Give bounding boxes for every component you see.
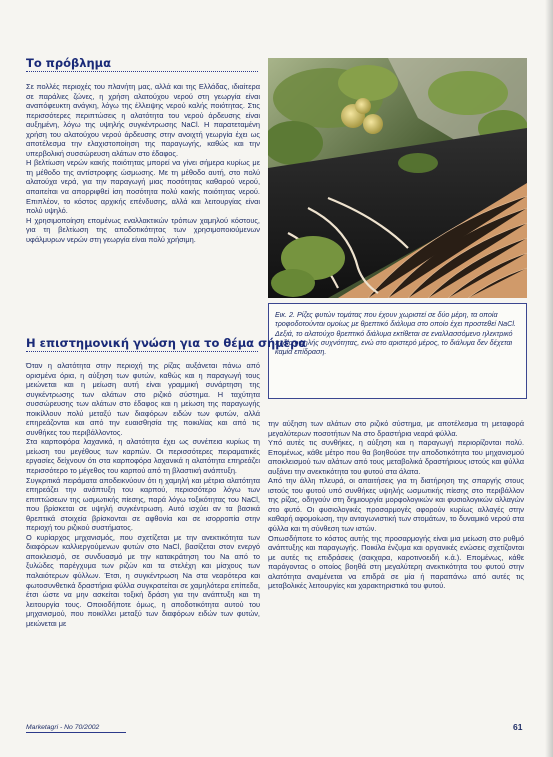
paragraph: Οπωσδήποτε το κόστος αυτής της προσαρμογής είναι μια μείωση στο ρυθμό ανάπτυξης και παραγωγής. Ποικίλα ένζυμα και οργανικές ενώσεις σχετίζονται με αυτές τις επιδράσεις (σακχαρα, καροτινοειδή κ.ά.). Επομένως, κάθε παράγοντας ο οποίος βοηθά στη μεγαλύτερη ανεκτικότητα του φυτού στην αλατότητα αναμένεται να επιδρά σε μία ή παραπάνω από αυτές τις μεταβολικές λειτουργίες και χαρακτηριστικά του φυτού. xyxy=(268,533,524,591)
heading-underline xyxy=(26,351,258,352)
paragraph: την αύξηση των αλάτων στο ριζικό σύστημα, με αποτέλεσμα τη μεταφορά μεγαλύτερων ποσοτήτων Na στο δραστήρια νεαρά φύλλα. xyxy=(268,419,524,438)
paragraph: Ο κυρίαρχος μηχανισμός, που σχετίζεται με την ανεκτικότητα των διαφόρων καλλιεργούμενων φυτών στο NaCl, βασίζεται στον ενεργό αποκλεισμό, σε συνδυασμό με την κατακράτηση του Na από το ξυλώδες παρέγχυμα των ριζών και τα στελέχη και μίσχους των παλαιότερων φύλλων. Έτσι, η συγκέντρωση Na στα νεαρότερα και φωτοσυνθετικά δραστήρια φύλλα συγκρατείται σε χαμηλότερα επίπεδα, έτσι ώστε να μην ασκείται τοξική δράση για την ανάπτυξη και τη λειτουργία τους. Οποιοδήποτε όμως, η αποδοτικότητα αυτού του μηχανισμού, που ποικίλλει μεταξύ των διαφόρων ειδών των φυτών, μειώνεται με xyxy=(26,532,260,628)
figure-caption: Εικ. 2. Ρίζες φυτών τομάτας που έχουν χωριστεί σε δύο μέρη, τα οποία τροφοδοτούνται ομοίως με θρεπτικό διάλυμα στο οποίο έχει προστεθεί NaCl. Δεξιά, το αλατούχο θρεπτικό διάλυμα εκτίθεται σε εναλλασσόμενο ηλεκτρικό πεδίο υψηλής συχνότητας, ενώ στο αριστερό μέρος, το διάλυμα δεν δέχεται καμία επίδραση. xyxy=(275,310,516,357)
paragraph: Η βελτίωση νερών κακής ποιότητας μπορεί να γίνει σήμερα κυρίως με τη μέθοδο της αντίστροφης ώσμωσης. Με τη μέθοδο αυτή, στο πολύ αλατούχα νερά, για την παραγωγή μιας ποσότητας καθαρού νερού, απαιτείται να απορριφθεί ίση ποσότητα πολύ κακής ποιότητας νερού. Επιπλέον, το κόστος αρχικής επένδυσης, αλλά και λειτουργίας είναι πολύ υψηλό. xyxy=(26,158,260,216)
paragraph: Υπό αυτές τις συνθήκες, η αύξηση και η παραγωγή περιορίζονται πολύ. Επομένως, κάθε μέτρο που θα βοηθούσε την αποδοτικότητα του μηχανισμού αποκλεισμού των αλάτων από τους μεταβολικά δραστήριους ιστούς και φύλλα αυξάνει την ανεκτικότητα του φυτού στα άλατα. xyxy=(268,438,524,476)
text-column-knowledge xyxy=(26,361,260,719)
paragraph: Στα καρποφόρα λαχανικά, η αλατότητα έχει ως συνέπεια κυρίως τη μείωση του μεγέθους των καρπών. Οι περισσότερες πειραματικές εργασίες δείχνουν ότι στα καρποφόρα λαχανικά η αλατότητα επηρεάζει περισσότερο το μέγεθος του καρπού από τη βλαστική ανάπτυξη. xyxy=(26,437,260,476)
paragraph: Η χρησιμοποίηση επομένως εναλλακτικών τρόπων χαμηλού κόστους, για τη βελτίωση της αποδοτικότητας των χρησιμοποιούμενων υφάλμυρων νερών στη γεωργία είναι πολύ χρήσιμη. xyxy=(26,215,260,244)
figure-caption-box xyxy=(268,303,527,399)
paragraph: Όταν η αλατότητα στην περιοχή της ρίζας αυξάνεται πάνω από ορισμένα όρια, η αύξηση των φυτών, καθώς και η παραγωγή τους μειώνεται και η μείωση αυτή είναι γραμμική συνάρτηση της συγκέντρωσης των αλάτων στο ριζικό σύστημα. Η ταχύτητα συσσώρευσης των αλάτων στο έδαφος και η μείωση της παραγωγής ποικίλλουν πολύ μεταξύ των διαφόρων ειδών των φυτών, αλλά επηρεάζονται και από την ευαισθησία της ποικιλίας και από τις συνθήκες του περιβάλλοντος. xyxy=(26,361,260,437)
tomato-roots-photo xyxy=(268,58,527,298)
journal-footer: Marketagri - No 70/2002 xyxy=(26,724,100,731)
page-edge-shadow xyxy=(545,0,553,757)
photo-illustration xyxy=(268,58,527,298)
paragraph: Συγκριτικά πειράματα αποδεικνύουν ότι η χαμηλή και μέτρια αλατότητα επηρεάζει την ανάπτυξη του καρπού, περισσότερο λόγω των επιπτώσεων της ωσμωτικής πίεσης, παρά λόγω τοξικότητας του NaCl, που βρίσκεται σε υψηλή συγκέντρωση. Αυτό ισχύει αν τα βασικά θρεπτικά στοιχεία βρίσκονται σε αφθονία και σε ισορροπία στην περιοχή του ριζικού συστήματος. xyxy=(26,475,260,533)
text-column-problem xyxy=(26,82,260,312)
text-column-continued xyxy=(268,419,524,719)
section-heading-knowledge: Η επιστημονική γνώση για το θέμα σήμερα xyxy=(26,336,307,350)
paragraph: Σε πολλές περιοχές του πλανήτη μας, αλλά και της Ελλάδας, ιδιαίτερα σε παράλιες ζώνες, η χρήση αλατούχου νερού στη γεωργία είναι αναπόφευκτη ανάγκη, λόγω της έλλειψης νερού καλής ποιότητας. Στις περισσότερες περιπτώσεις η αλατότητα του νερού άρδευσης είναι αυξημένη, λόγω της υψηλής συγκέντρωσης NaCl. Η παρατεταμένη χρήση του αλατούχου νερού άρδευσης στην ανοιχτή γεωργία έχει ως αποτέλεσμα την ελαχιστοποίηση της παραγωγής, καθώς και την υπερβολική συσσώρευση αλάτων στο έδαφος. xyxy=(26,82,260,158)
section-heading-problem: Το πρόβλημα xyxy=(26,56,112,70)
paragraph: Από την άλλη πλευρά, οι απαιτήσεις για τη διατήρηση της σπαργής στους ιστούς του φυτού υπό συνθήκες υψηλής ωσμωτικής πίεσης στο περιβάλλον της ρίζας, οδηγούν στη δημιουργία μορφολογικών και φυσιολογικών αλλαγών στο φυτό. Οι φυσιολογικές προσαρμογές αφορούν κυρίως αλλαγές στην καθαρή αφομοίωση, την ανταγωνιστική των στομάτων, το δυναμικό νερού στα φύλλα και τη σύνθεση των ιστών. xyxy=(268,476,524,534)
footer-rule xyxy=(26,732,126,733)
heading-underline xyxy=(26,71,258,72)
page-number: 61 xyxy=(513,722,523,732)
